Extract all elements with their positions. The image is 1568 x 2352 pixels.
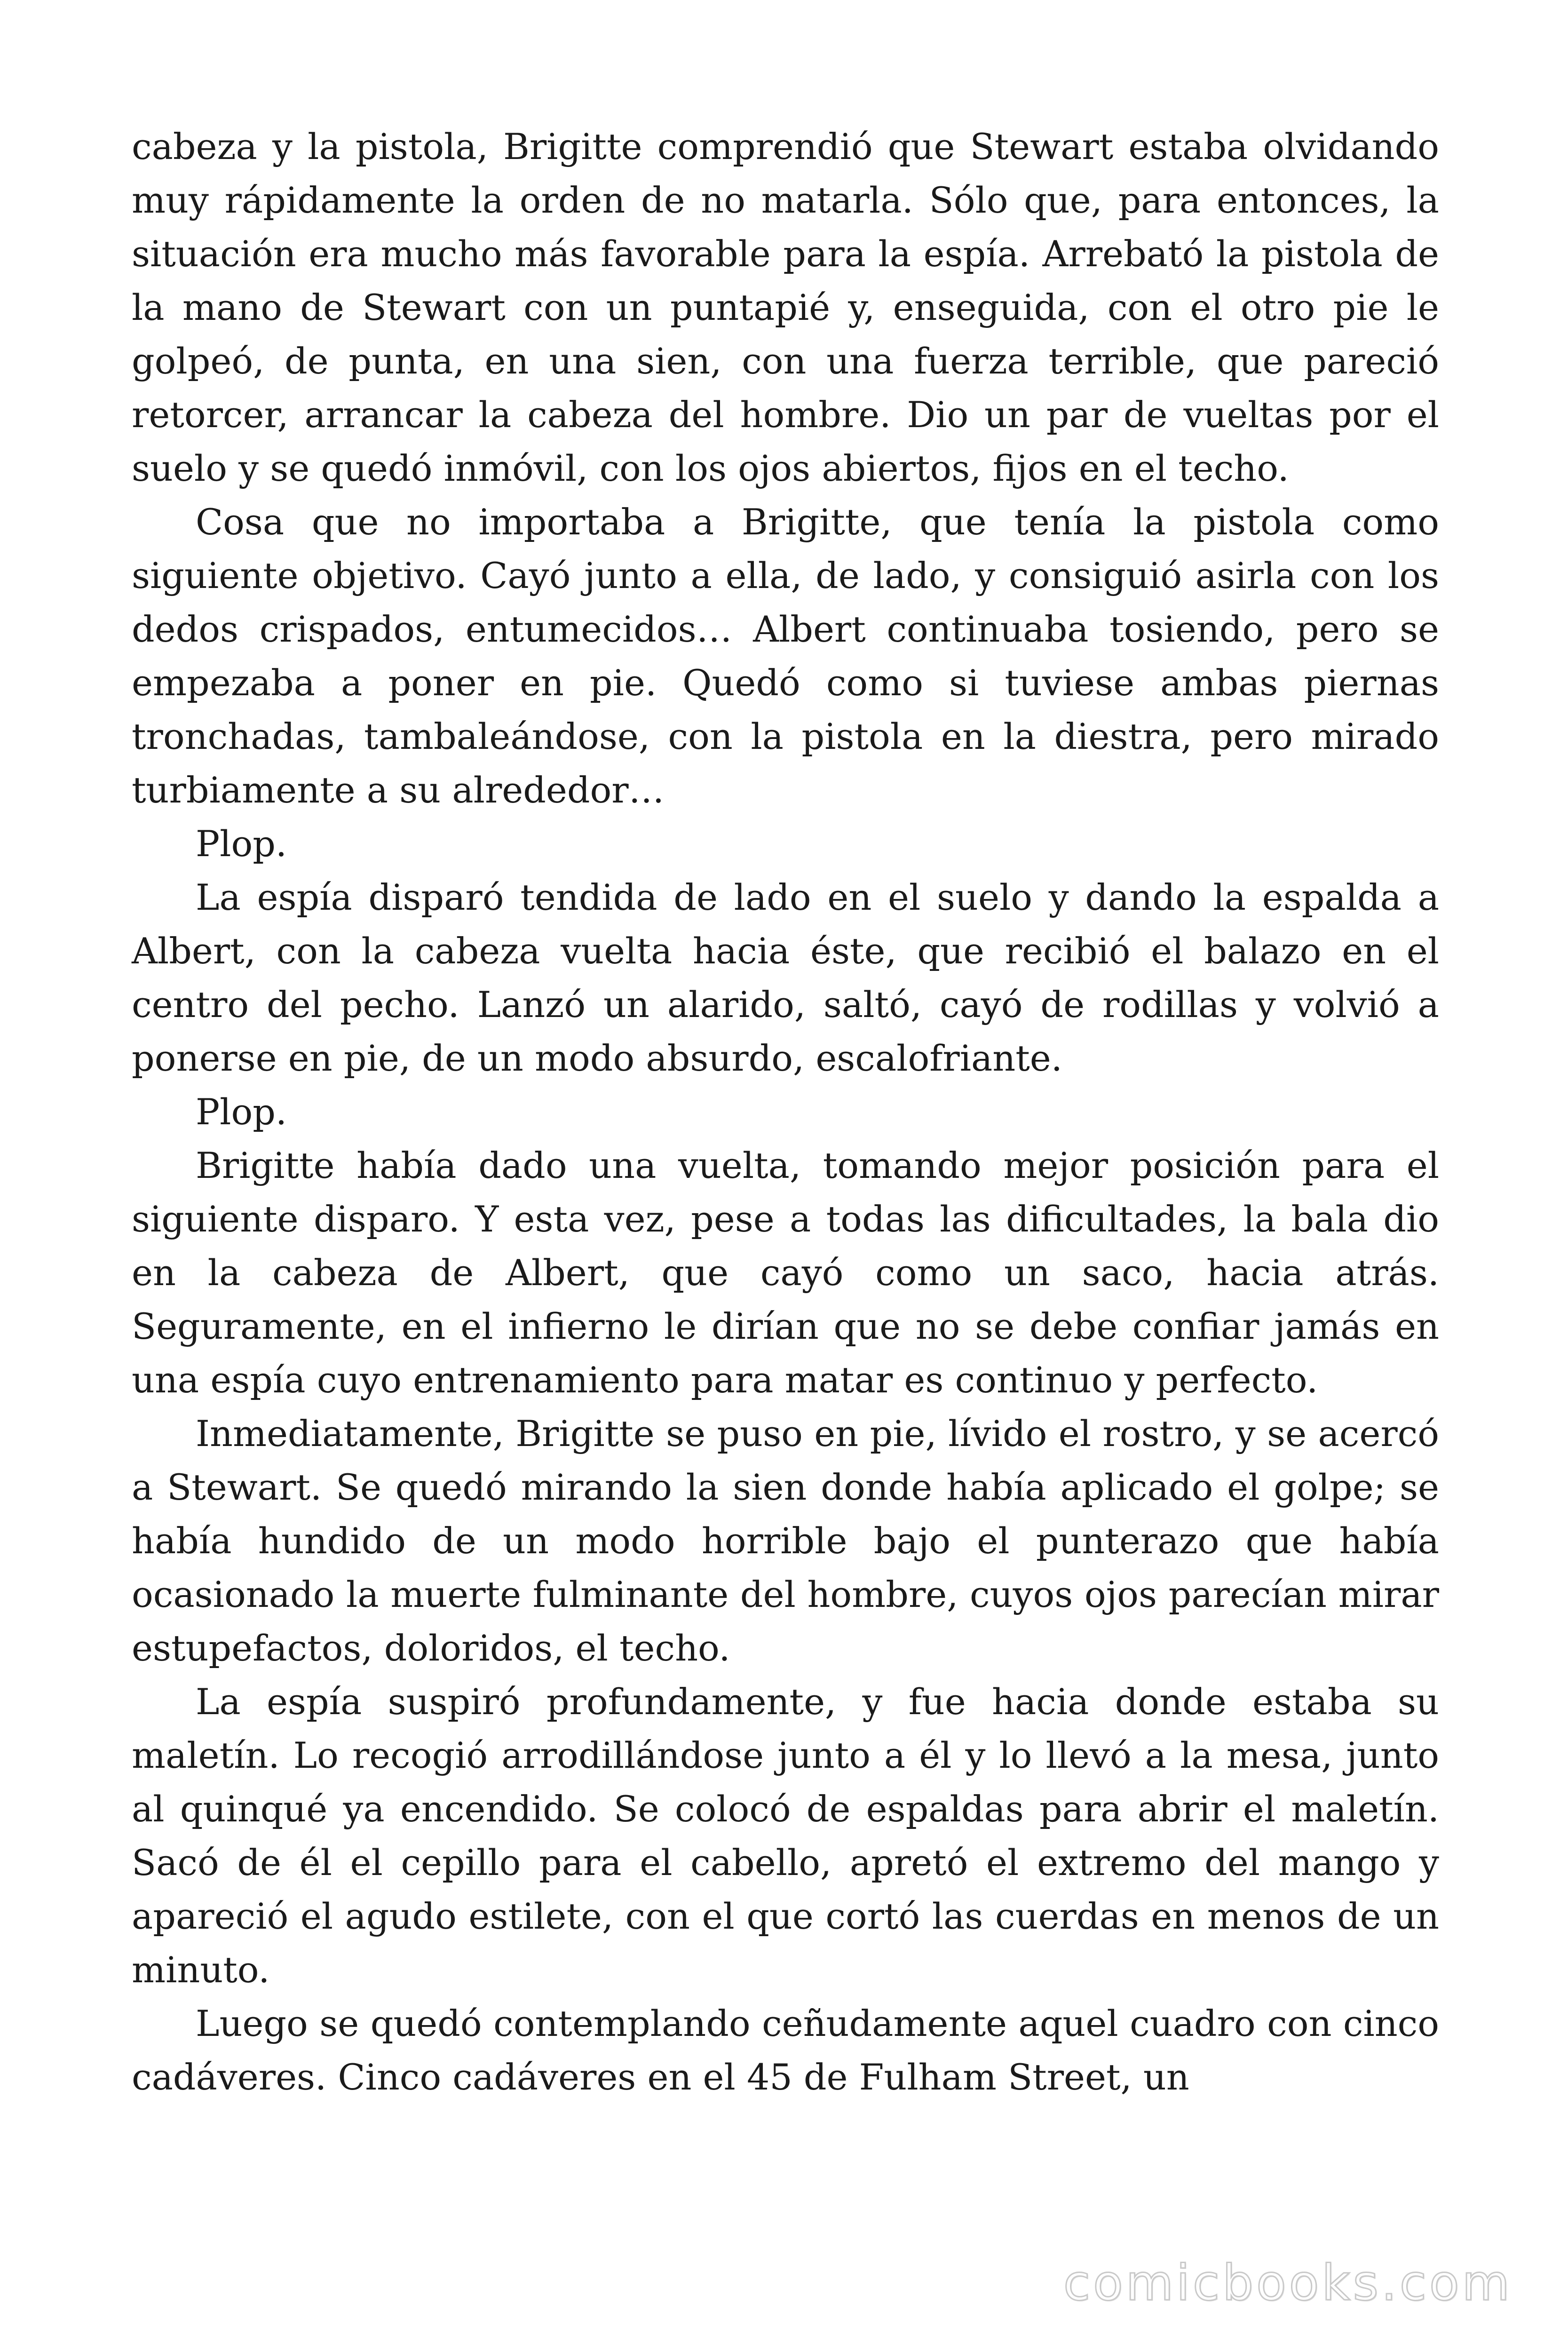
paragraph-8: La espía suspiró profundamente, y fue hacia donde estaba su maletín. Lo recogió arrodillándose junto a él y lo llevó a la mesa, junto al quinqué ya encendido. Se colocó de espaldas para abrir el maletín. Sacó de él el cepillo para el cabello, apretó el extremo del mango y apareció el agudo estilete, con el que cortó las cuerdas en menos de un minuto. bbox=[132, 1681, 1439, 1991]
site-watermark: comicbooks.com bbox=[1063, 2254, 1513, 2312]
paragraph-3: Plop. bbox=[196, 823, 287, 865]
page-body-text bbox=[132, 120, 1439, 2104]
paragraph-9: Luego se quedó contemplando ceñudamente aquel cuadro con cinco cadáveres. Cinco cadáveres en el 45 de Fulham Street, un bbox=[132, 2002, 1439, 2098]
paragraph-1: cabeza y la pistola, Brigitte comprendió que Stewart estaba olvidando muy rápidamente la orden de no matarla. Sólo que, para entonces, la situación era mucho más favorable para la espía. Arrebató la pistola de la mano de Stewart con un puntapié y, enseguida, con el otro pie le golpeó, de punta, en una sien, con una fuerza terrible, que pareció retorcer, arrancar la cabeza del hombre. Dio un par de vueltas por el suelo y se quedó inmóvil, con los ojos abiertos, fijos en el techo. bbox=[132, 126, 1439, 489]
paragraph-6: Brigitte había dado una vuelta, tomando mejor posición para el siguiente disparo. Y esta vez, pese a todas las dificultades, la bala dio en la cabeza de Albert, que cayó como un saco, hacia atrás. Seguramente, en el infierno le dirían que no se debe confiar jamás en una espía cuyo entrenamiento para matar es continuo y perfecto. bbox=[132, 1144, 1439, 1401]
paragraph-2: Cosa que no importaba a Brigitte, que tenía la pistola como siguiente objetivo. Cayó junto a ella, de lado, y consiguió asirla con los dedos crispados, entumecidos… Albert continuaba tosiendo, pero se empezaba a poner en pie. Quedó como si tuviese ambas piernas tronchadas, tambaleándose, con la pistola en la diestra, pero mirado turbiamente a su alrededor… bbox=[132, 501, 1439, 811]
paragraph-4: La espía disparó tendida de lado en el suelo y dando la espalda a Albert, con la cabeza vuelta hacia éste, que recibió el balazo en el centro del pecho. Lanzó un alarido, saltó, cayó de rodillas y volvió a ponerse en pie, de un modo absurdo, escalofriante. bbox=[132, 876, 1439, 1079]
paragraph-5: Plop. bbox=[196, 1091, 287, 1133]
paragraph-7: Inmediatamente, Brigitte se puso en pie, lívido el rostro, y se acercó a Stewart. Se quedó mirando la sien donde había aplicado el golpe; se había hundido de un modo horrible bajo el punterazo que había ocasionado la muerte fulminante del hombre, cuyos ojos parecían mirar estupefactos, doloridos, el techo. bbox=[132, 1413, 1439, 1669]
